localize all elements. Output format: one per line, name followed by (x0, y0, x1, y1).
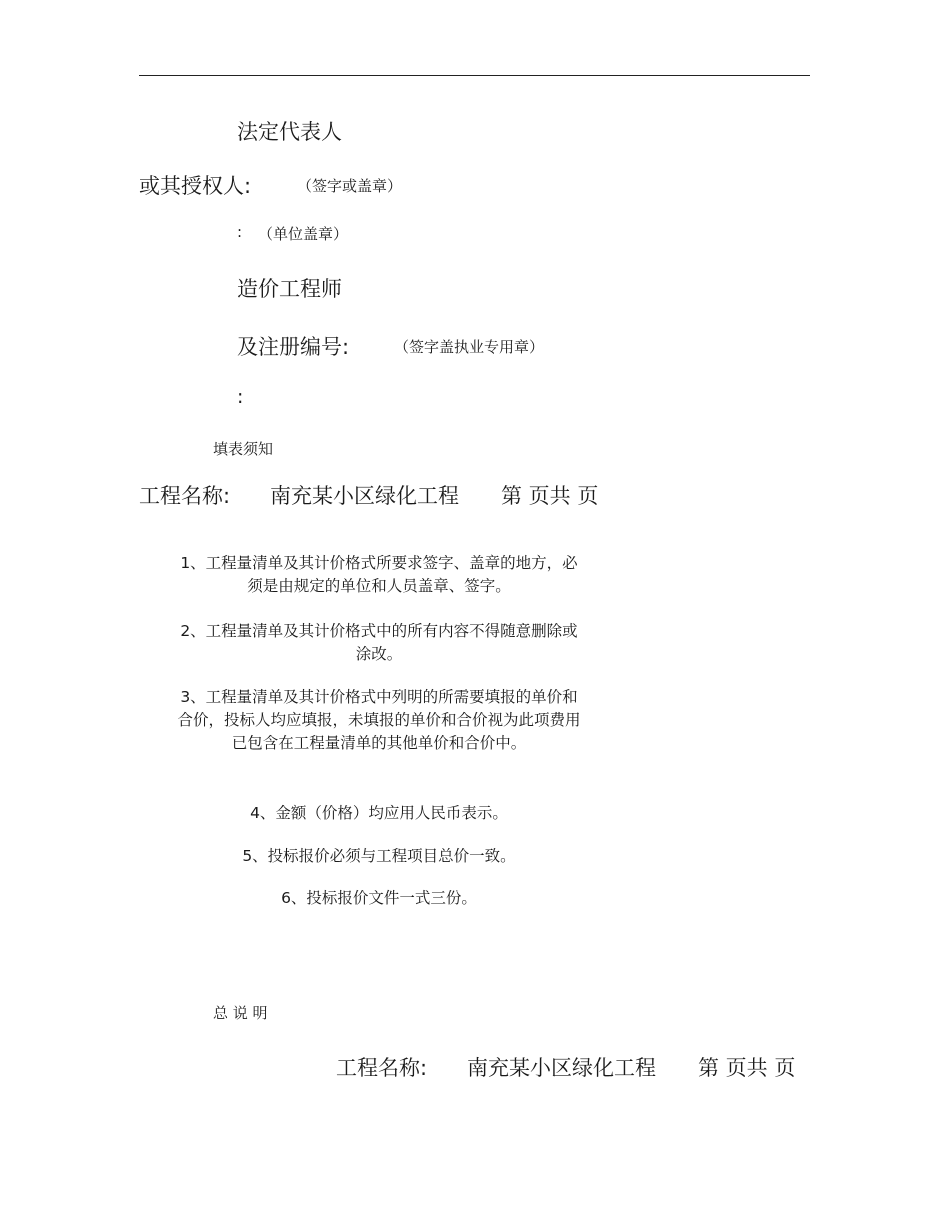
page-info: 第 页共 页 (501, 484, 599, 508)
general-description-heading: 总 说 明 (213, 1004, 268, 1022)
project-name-value: 南充某小区绿化工程 (270, 484, 459, 508)
instruction-item: 3、工程量清单及其计价格式中列明的所需要填报的单价和合价，投标人均应填报，未填报的单价和合价视为此项费用已包含在工程量清单的其他单价和合价中。 (177, 688, 581, 752)
unit-seal-note: （单位盖章） (258, 225, 349, 243)
instruction-item: 6、投标报价文件一式三份。 (281, 889, 477, 907)
engineer-colon: : (237, 386, 244, 408)
project-name-value-2: 南充某小区绿化工程 (467, 1056, 656, 1080)
top-rule (139, 75, 810, 76)
project-name-label: 工程名称: (139, 484, 231, 508)
instruction-item: 2、工程量清单及其计价格式中的所有内容不得随意删除或涂改。 (180, 622, 578, 663)
cost-engineer-label-line2: 及注册编号: (237, 335, 350, 359)
instruction-item: 1、工程量清单及其计价格式所要求签字、盖章的地方，必须是由规定的单位和人员盖章、签字。 (180, 554, 578, 595)
unit-colon: : (237, 223, 243, 241)
legal-rep-sign-note: （签字或盖章） (297, 177, 403, 195)
project-name-label-2: 工程名称: (336, 1056, 428, 1080)
page-info-2: 第 页共 页 (698, 1056, 796, 1080)
engineer-seal-note: （签字盖执业专用章） (394, 338, 545, 356)
instruction-item: 5、投标报价必须与工程项目总价一致。 (242, 847, 516, 865)
instruction-item: 4、金额（价格）均应用人民币表示。 (250, 804, 508, 822)
cost-engineer-label-line1: 造价工程师 (237, 277, 342, 301)
instructions-heading: 填表须知 (213, 440, 274, 458)
legal-rep-label-line1: 法定代表人 (237, 120, 342, 144)
legal-rep-label-line2: 或其授权人: (139, 174, 252, 198)
